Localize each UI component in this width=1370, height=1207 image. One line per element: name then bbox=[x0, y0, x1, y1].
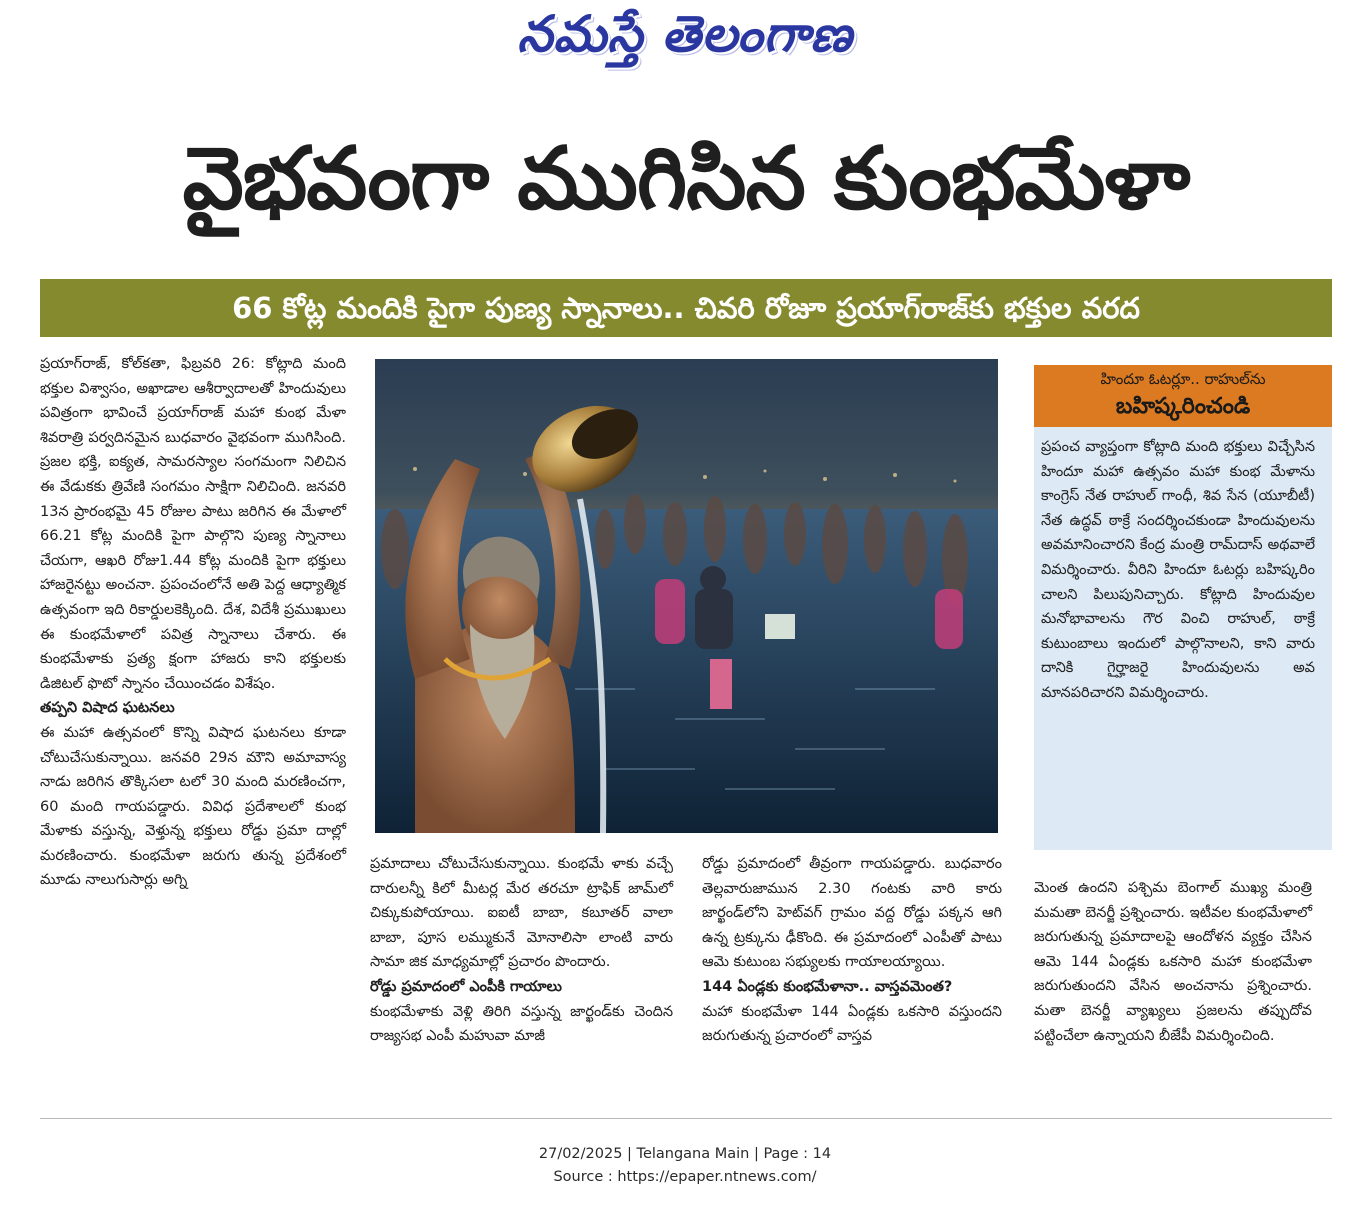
subheadline-banner: 66 కోట్ల మందికి పైగా పుణ్య స్నానాలు.. చివరి రోజూ ప్రయాగ్‌రాజ్‌కు భక్తుల వరద bbox=[40, 279, 1332, 337]
sidebar-title bbox=[1034, 365, 1332, 427]
footer-date-page: 27/02/2025 | Telangana Main | Page : 14 bbox=[538, 1146, 832, 1162]
article-column-2 bbox=[370, 852, 673, 1049]
article-body-traffic: ప్రమాదాలు చోటుచేసుకున్నాయి. కుంభమే ళాకు వచ్చే దారులన్నీ కిలో మీటర్ల మేర తరచూ ట్రాఫిక్ జామ్‌లో చిక్కుకుపోయాయి. ఐఐటీ బాబా, కబూతర్ వాలా బాబా, పూస లమ్ముకునే మోనాలిసా లాంటి వారు సామా జిక మాధ్యమాల్లో ప్రచారం పొందారు. bbox=[370, 856, 673, 971]
photo-illustration bbox=[375, 359, 998, 833]
section-subtitle-mp-accident: రోడ్డు ప్రమాదంలో ఎంపీకి గాయాలు bbox=[370, 978, 562, 995]
section-subtitle-144-years: 144 ఏండ్లకు కుంభమేళానా.. వాస్తవమెంత? bbox=[702, 978, 953, 995]
footer-divider bbox=[40, 1118, 1332, 1119]
sidebar-title-line-1: హిందూ ఓటర్లూ.. రాహుల్‌ను bbox=[1100, 370, 1266, 388]
kumbh-mela-photo bbox=[375, 359, 998, 833]
footer-source-link[interactable]: Source : https://epaper.ntnews.com/ bbox=[553, 1169, 817, 1185]
article-body-accident-details: రోడ్డు ప్రమాదంలో తీవ్రంగా గాయపడ్డారు. బుధవారం తెల్లవారుజామున 2.30 గంటకు వారి కారు జార్ఖండ్‌లోని హెట్‌వగ్ గ్రామం వద్ద రోడ్డు పక్కన ఆగి ఉన్న ట్రక్కును ఢీకొంది. ఈ ప్రమాదంలో ఎంపీతో పాటు ఆమె కుటుంబ సభ్యులకు గాయాలయ్యాయి. bbox=[702, 856, 1002, 971]
article-body-tragedies: ఈ మహా ఉత్సవంలో కొన్ని విషాద ఘటనలు కూడా చోటుచేసుకున్నాయి. జనవరి 29న మౌని అమావాస్య నాడు జరిగిన తొక్కిసలా టలో 30 మంది మరణించగా, 60 మంది గాయపడ్డారు. వివిధ ప్రదేశాలలో కుంభ మేళాకు వస్తున్న, వెళ్తున్న భక్తులు రోడ్డు ప్రమా దాల్లో మరణించారు. కుంభమేళా జరుగు తున్న ప్రదేశంలో మూడు నాలుగుసార్లు అగ్ని bbox=[40, 724, 346, 889]
article-body-144-years: మహా కుంభమేళా 144 ఏండ్లకు ఒకసారి వస్తుందని జరుగుతున్న ప్రచారంలో వాస్తవ bbox=[702, 1003, 1002, 1045]
article-body-mp-accident: కుంభమేళాకు వెళ్లి తిరిగి వస్తున్న జార్ఖండ్‌కు చెందిన రాజ్యసభ ఎంపీ మహువా మాజీ bbox=[370, 1003, 673, 1045]
article-column-4 bbox=[1034, 876, 1312, 1048]
article-lead: ప్రయాగ్‌రాజ్, కోల్‌కతా, ఫిబ్రవరి 26: కోట్లాది మంది భక్తుల విశ్వాసం, అఖాడాల ఆశీర్వాదాలతో హిందువులు పవిత్రంగా భావించే ప్రయాగ్‌రాజ్ మహా కుంభ మేళా శివరాత్రి పర్వదినమైన బుధవారం వైభవంగా ముగిసింది. ప్రజల భక్తి, ఐక్యత, సామరస్యాల సంగమంగా నిలిచిన ఈ వేడుకకు త్రివేణి సంగమం సాక్షిగా నిలిచింది. జనవరి 13న ప్రారంభమై 45 రోజుల పాటు జరిగిన ఈ మేళాలో 66.21 కోట్ల మందికి పైగా పాల్గొని పుణ్య స్నానాలు చేయగా, ఆఖరి రోజు1.44 కోట్ల మందికి పైగా భక్తులు హాజరైనట్టు అంచనా. ప్రపంచంలోనే అతి పెద్ద ఆధ్యాత్మిక ఉత్సవంగా ఇది రికార్డులకెక్కింది. దేశ, విదేశీ ప్రముఖులు ఈ కుంభమేళాలో పవిత్ర స్నానాలు చేశారు. ఈ కుంభమేళాకు ప్రత్య క్షంగా హాజరు కాని భక్తులకు డిజిటల్ ఫొటో స్నానం చేయించడం విశేషం. bbox=[40, 356, 346, 692]
sidebar-body: ప్రపంచ వ్యాప్తంగా కోట్లాది మంది భక్తులు విచ్చేసిన హిందూ మహా ఉత్సవం మహా కుంభ మేళాను కాంగ్రెస్ నేత రాహుల్ గాంధీ, శివ సేన (యూబీటీ) నేత ఉద్ధవ్ ఠాక్రే సందర్శించకుండా హిందువులను అవమానించారని కేంద్ర మంత్రి రామ్‌దాస్ అథవాలే విమర్శించారు. వీరిని హిందూ ఓటర్లు బహిష్కరిం చాలని పిలుపునిచ్చారు. కోట్లాది హిందువుల మనోభావాలను గౌర వించి రాహుల్, ఠాక్రే కుటుంబాలు ఇందులో పాల్గొనాలని, కాని వారు దానికి గైర్హాజరై హిందువులను అవ మానపరిచారని విమర్శించారు. bbox=[1041, 439, 1315, 701]
section-subtitle-tragedies: తప్పని విషాద ఘటనలు bbox=[40, 700, 175, 717]
article-column-3 bbox=[702, 852, 1002, 1049]
article-body-mamata: మెంత ఉందని పశ్చిమ బెంగాల్ ముఖ్య మంత్రి మమతా బెనర్జీ ప్రశ్నించారు. ఇటీవల కుంభమేళాలో జరుగుతున్న ప్రమాదాలపై ఆందోళన వ్యక్తం చేసిన ఆమె 144 ఏండ్లకు ఒకసారి మహా కుంభమేళా జరుగుతుందని వేసిన అంచనాను ప్రశ్నించారు. మతా బెనర్జీ వ్యాఖ్యలు ప్రజలను తప్పుదోవ పట్టించేలా ఉన్నాయని బీజేపీ విమర్శించింది. bbox=[1034, 880, 1312, 1044]
sidebar-box bbox=[1034, 427, 1332, 850]
article-column-1 bbox=[40, 352, 346, 893]
masthead-logo: నమస్తే తెలంగాణ bbox=[517, 4, 853, 63]
headline: వైభవంగా ముగిసిన కుంభమేళా bbox=[182, 129, 1190, 229]
sidebar-title-line-2: బహిష్కరించండి bbox=[1115, 394, 1251, 419]
